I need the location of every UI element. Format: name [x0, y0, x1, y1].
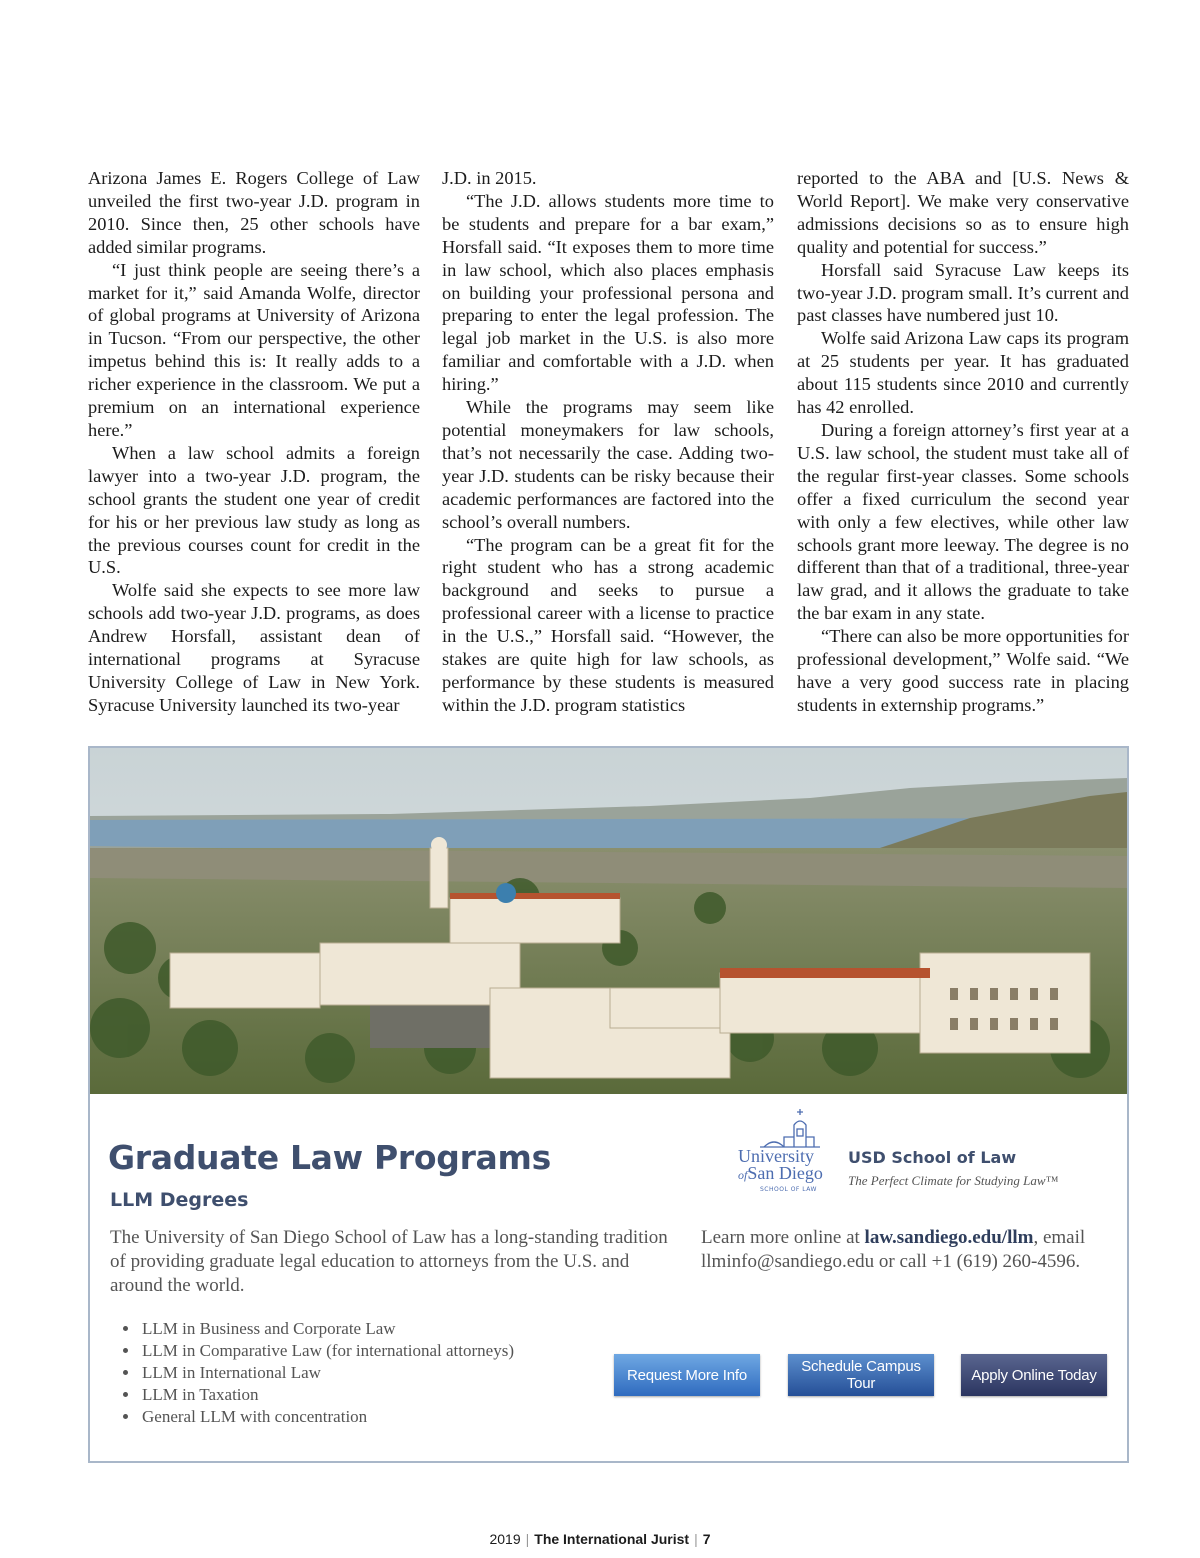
logo-san-diego: ofSan Diego — [738, 1163, 823, 1183]
schedule-campus-tour-button[interactable]: Schedule Campus Tour — [788, 1354, 934, 1396]
article-body — [88, 167, 1130, 727]
paragraph: Arizona James E. Rogers College of Law unveiled the first two-year J.D. program in 2010. Since then, 25 other schools have added similar programs. — [88, 168, 420, 257]
page-footer — [0, 1531, 1200, 1547]
article-column-3 — [797, 167, 1129, 717]
paragraph: “I just think people are seeing there’s a market for it,” said Amanda Wolfe, director of global programs at University of Arizona in Tucson. “From our perspective, the other impetus behind this is: It really adds to a richer experience in the classroom. We put a premium on an international experience here.” — [88, 259, 420, 440]
website-link[interactable]: law.sandiego.edu/llm — [864, 1227, 1034, 1248]
paragraph: While the programs may seem like potential moneymakers for law schools, that’s not necessarily the case. Adding two-year J.D. students can be risky because their academic performances are factored into the school’s overall numbers. — [442, 397, 774, 532]
logo-school-of-law: SCHOOL OF LAW — [760, 1186, 817, 1193]
paragraph: J.D. in 2015. — [442, 168, 537, 188]
paragraph: reported to the ABA and [U.S. News & World Report]. We make very conservative admissions decisions so as to ensure high quality and potential for success.” — [797, 168, 1129, 257]
list-item: • LLM in Comparative Law (for international attorneys) — [140, 1340, 514, 1362]
article-column-1 — [88, 167, 420, 717]
school-tagline: The Perfect Climate for Studying Law™ — [848, 1173, 1059, 1188]
usd-logo-block — [730, 1103, 1130, 1203]
list-item: • LLM in International Law — [140, 1362, 514, 1384]
footer-divider: | — [525, 1531, 530, 1547]
paragraph: “The program can be a great fit for the right student who has a strong academic background and seeks to pursue a professional career with a license to practice in the U.S.,” Horsfall said. “However, the stakes are quite high for law schools, as performance by these students is measured within the J.D. program statistics — [442, 534, 774, 715]
list-item: • LLM in Taxation — [140, 1384, 514, 1406]
ad-subtitle: LLM Degrees — [110, 1189, 249, 1211]
contact-info: Learn more online at law.sandiego.edu/llm, email llminfo@sandiego.edu or call +1 (619) 260-4596. — [701, 1227, 1086, 1272]
list-item: • General LLM with concentration — [140, 1406, 514, 1428]
logo-university: University — [738, 1146, 814, 1166]
request-more-info-button[interactable]: Request More Info — [614, 1354, 760, 1396]
apply-online-today-button[interactable]: Apply Online Today — [961, 1354, 1107, 1396]
magazine-name: The International Jurist — [534, 1531, 690, 1547]
footer-divider: | — [694, 1531, 698, 1547]
program-list — [120, 1318, 514, 1428]
school-name: USD School of Law — [848, 1148, 1017, 1167]
paragraph: Wolfe said she expects to see more law schools add two-year J.D. programs, as does Andrew Horsfall, assistant dean of international programs at Syracuse University College of Law in New York. Syracuse University launched its two-year — [88, 580, 420, 715]
campus-aerial-photo — [90, 748, 1127, 1094]
page-number: 7 — [702, 1531, 711, 1547]
paragraph: When a law school admits a foreign lawyer into a two-year J.D. program, the school grants the student one year of credit for his or her previous law study as long as the previous courses count for credit in the U.S. — [88, 442, 420, 578]
paragraph: During a foreign attorney’s first year at a U.S. law school, the student must take all of the regular first-year classes. Some schools offer a fixed curriculum the second year with only a few electives, while other law schools grant more leeway. The degree is no different than that of a traditional, three-year law grad, and it allows the graduate to take the bar exam in any state. — [797, 419, 1129, 624]
paragraph: “The J.D. allows students more time to be students and prepare for a bar exam,” Horsfall said. “It exposes them to more time in law school, which also places emphasis on building your professional persona and preparing to enter the legal profession. The legal job market in the U.S. is also more familiar and comfortable with a J.D. when hiring.” — [442, 190, 774, 395]
paragraph: “There can also be more opportunities for professional development,” Wolfe said. “We have a very good success rate in placing students in externship programs.” — [797, 626, 1129, 715]
list-item: • LLM in Business and Corporate Law — [140, 1318, 514, 1340]
usd-logo — [730, 1103, 830, 1195]
ad-title: Graduate Law Programs — [108, 1138, 551, 1177]
ad-description: The University of San Diego School of Law has a long-standing tradition of providing graduate legal education to attorneys from the U.S. and around the world. — [110, 1227, 668, 1296]
article-column-2 — [442, 167, 774, 717]
paragraph: Horsfall said Syracuse Law keeps its two-year J.D. program small. It’s current and past classes have numbered just 10. — [797, 259, 1129, 326]
paragraph: Wolfe said Arizona Law caps its program at 25 students per year. It has graduated about 115 students since 2010 and currently has 42 enrolled. — [797, 328, 1129, 418]
footer-year: 2019 — [489, 1531, 521, 1547]
usd-advertisement — [88, 746, 1129, 1463]
